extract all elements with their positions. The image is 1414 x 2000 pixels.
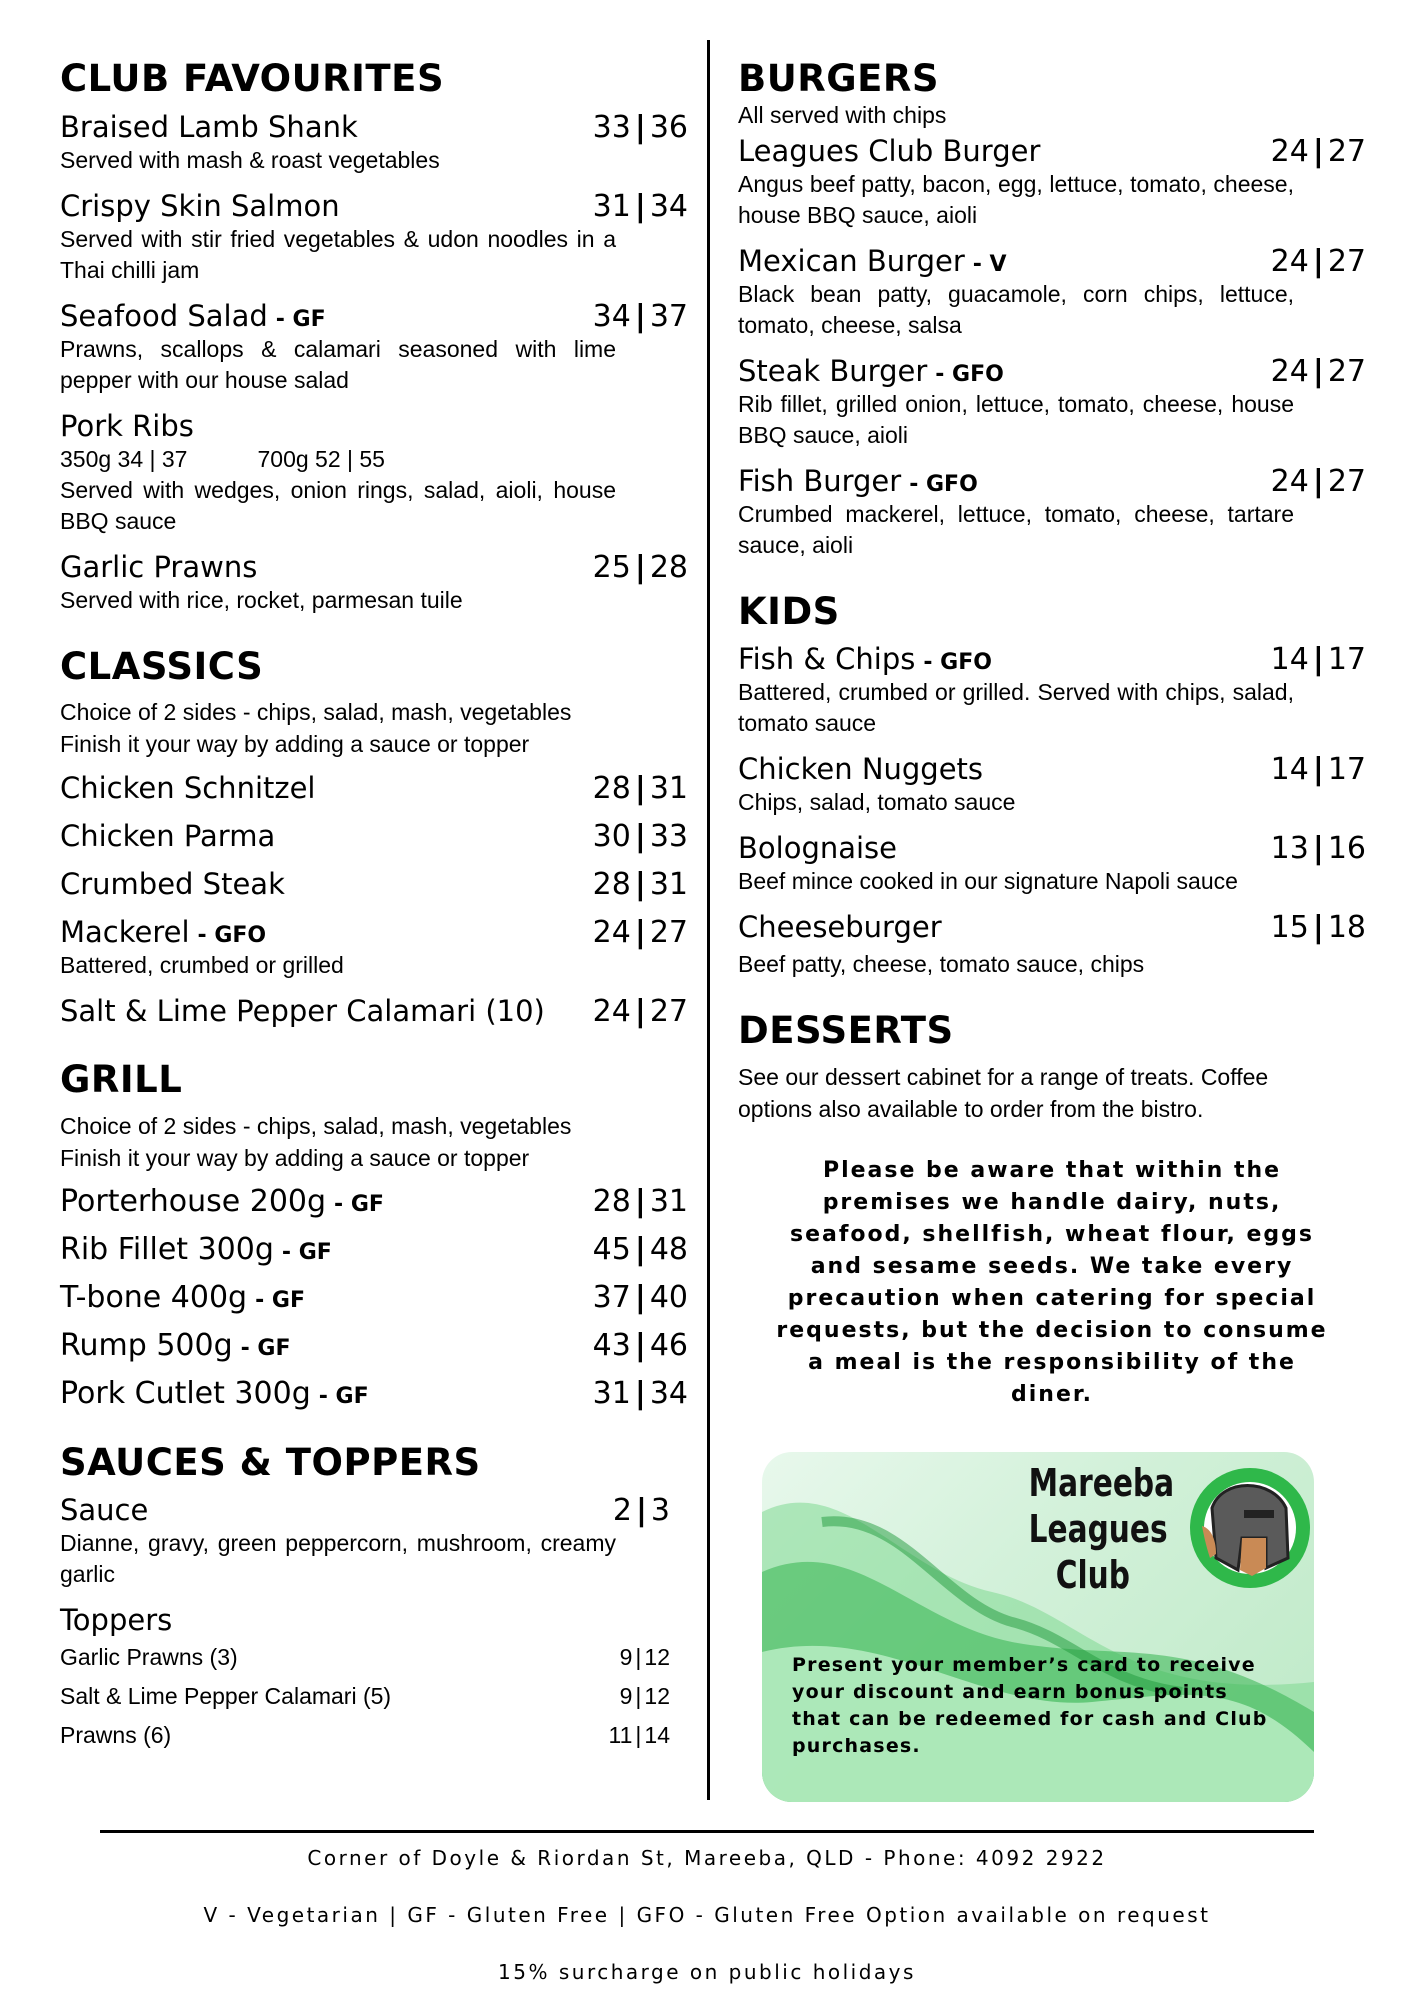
item-name: Chicken Parma — [60, 819, 276, 854]
item-name: Mackerel — [60, 915, 190, 950]
club-name: Mareeba Leagues Club — [1028, 1461, 1175, 1597]
size-price: 700g 52 | 55 — [257, 445, 385, 472]
section-description: See our dessert cabinet for a range of treats. Coffee options also available to order from the bistro. — [738, 1063, 1269, 1122]
right-column — [738, 58, 1366, 1411]
item-description: Angus beef patty, bacon, egg, lettuce, tomato, cheese, house BBQ sauce, aioli — [738, 170, 1294, 228]
item-price: 31 | 34 — [592, 1375, 688, 1411]
menu-item — [60, 914, 688, 981]
menu-item — [60, 1232, 688, 1268]
column-divider — [707, 40, 710, 1800]
member-promo-card — [762, 1452, 1314, 1802]
menu-item — [738, 133, 1366, 231]
menu-item — [60, 408, 688, 537]
item-name: Seafood Salad — [60, 298, 268, 333]
item-price: 45 | 48 — [592, 1231, 688, 1267]
menu-item — [60, 770, 688, 806]
footer-address: Corner of Doyle & Riordan St, Mareeba, QLD - Phone: 4092 2922 — [307, 1846, 1107, 1870]
item-name: Mexican Burger — [738, 243, 965, 278]
section-title: SAUCES & TOPPERS — [60, 1440, 481, 1484]
item-price: 28 | 31 — [592, 867, 688, 903]
section-description: Choice of 2 sides - chips, salad, mash, vegetables Finish it your way by adding a sauce or topper — [60, 1112, 572, 1171]
footer-surcharge: 15% surcharge on public holidays — [498, 1960, 916, 1984]
item-name: Pork Ribs — [60, 408, 194, 443]
item-description: Rib fillet, grilled onion, lettuce, tomato, cheese, house BBQ sauce, aioli — [738, 390, 1294, 448]
gladiator-helmet-icon — [1182, 1458, 1312, 1598]
item-description: Crumbed mackerel, lettuce, tomato, cheese, tartare sauce, aioli — [738, 500, 1294, 558]
menu-item — [738, 353, 1366, 451]
item-price: 31 | 34 — [592, 188, 688, 224]
section-title: CLUB FAVOURITES — [60, 57, 445, 100]
menu-item — [60, 549, 688, 616]
item-description: Prawns, scallops & calamari seasoned with lime pepper with our house salad — [60, 335, 616, 393]
item-name: Garlic Prawns — [60, 549, 258, 584]
section-club-favourites — [60, 58, 688, 616]
section-desserts — [738, 1010, 1366, 1125]
item-name: Bolognaise — [738, 831, 898, 866]
menu-item — [60, 818, 688, 854]
dietary-tag: - GFO — [197, 923, 267, 949]
menu-item — [738, 909, 1366, 980]
item-price: 15 | 18 — [1270, 910, 1366, 946]
member-card-message: Present your member’s card to receive your discount and earn bonus points that can be redeemed for cash and Club purchases. — [792, 1654, 1268, 1757]
item-price: 28 | 31 — [592, 771, 688, 807]
item-price: 25 | 28 — [592, 549, 688, 585]
item-description: Chips, salad, tomato sauce — [738, 789, 1016, 816]
menu-item — [60, 1280, 688, 1316]
item-name: Fish Burger — [738, 463, 902, 498]
section-burgers — [738, 58, 1366, 561]
item-name: Rib Fillet 300g — [60, 1231, 274, 1267]
section-title: KIDS — [738, 589, 840, 633]
item-name: Braised Lamb Shank — [60, 109, 358, 144]
item-description: Dianne, gravy, green peppercorn, mushroom, creamy garlic — [60, 1530, 616, 1588]
section-title: DESSERTS — [738, 1009, 954, 1053]
item-price: 24 | 27 — [1270, 133, 1366, 169]
item-name: Steak Burger — [738, 353, 928, 388]
item-price: 14 | 17 — [1270, 642, 1366, 678]
item-price: 37 | 40 — [592, 1279, 688, 1315]
item-price: 14 | 17 — [1270, 752, 1366, 788]
item-name: Fish & Chips — [738, 642, 916, 677]
item-name: Sauce — [60, 1493, 149, 1528]
item-name: Rump 500g — [60, 1327, 233, 1363]
section-description: Choice of 2 sides - chips, salad, mash, vegetables Finish it your way by adding a sauce or topper — [60, 699, 572, 758]
item-price: 30 | 33 — [592, 819, 688, 855]
item-price: 28 | 31 — [592, 1183, 688, 1219]
allergy-notice: Please be aware that within the premises we handle dairy, nuts, seafood, shellfish, wheat flour, eggs and sesame seeds. We take every precaution when catering for special requests, but the decision to consume a meal is the responsibility of the diner. — [776, 1157, 1328, 1407]
dietary-tag: - GF — [255, 1287, 305, 1313]
footer-divider — [100, 1830, 1314, 1833]
section-title: CLASSICS — [60, 644, 264, 688]
item-price: 43 | 46 — [592, 1327, 688, 1363]
item-description: Battered, crumbed or grilled — [60, 952, 344, 979]
item-description: Served with mash & roast vegetables — [60, 146, 440, 173]
menu-item — [60, 1328, 688, 1364]
section-classics — [60, 646, 688, 1030]
menu-item — [60, 298, 688, 396]
dietary-tag: - GF — [318, 1383, 369, 1409]
item-name: T-bone 400g — [60, 1279, 248, 1315]
menu-item — [60, 1376, 688, 1412]
item-description: Served with wedges, onion rings, salad, aioli, house BBQ sauce — [60, 476, 616, 534]
menu-item — [60, 866, 688, 902]
section-title: BURGERS — [738, 57, 940, 100]
topper-row: Garlic Prawns (3) 9 | 12 — [60, 1644, 670, 1671]
dietary-tag: - GF — [334, 1191, 384, 1217]
item-name: Chicken Schnitzel — [60, 771, 316, 806]
size-price: 350g 34 | 37 — [60, 445, 188, 472]
item-name: Pork Cutlet 300g — [60, 1375, 311, 1411]
section-grill — [60, 1059, 688, 1412]
dietary-tag: - GFO — [909, 471, 978, 497]
dietary-tag: - GFO — [923, 650, 992, 676]
topper-row: Prawns (6) 11 | 14 — [60, 1722, 670, 1749]
item-description: Battered, crumbed or grilled. Served with chips, salad, tomato sauce — [738, 679, 1294, 737]
menu-item — [738, 751, 1366, 818]
section-title: GRILL — [60, 1058, 183, 1102]
item-price: 24 | 27 — [1270, 463, 1366, 499]
item-price: 2 | 3 — [612, 1493, 670, 1529]
item-description: Black bean patty, guacamole, corn chips, lettuce, tomato, cheese, salsa — [738, 280, 1294, 338]
menu-item — [738, 641, 1366, 739]
item-name: Chicken Nuggets — [738, 752, 984, 787]
item-description: Beef patty, cheese, tomato sauce, chips — [738, 951, 1145, 978]
item-price: 24 | 27 — [592, 994, 688, 1030]
footer-dietary-legend: V - Vegetarian | GF - Gluten Free | GFO - Gluten Free Option available on request — [203, 1903, 1211, 1927]
item-name: Salt & Lime Pepper Calamari (10) — [60, 994, 545, 1029]
item-price: 24 | 27 — [1270, 353, 1366, 389]
item-name: Porterhouse 200g — [60, 1183, 327, 1219]
dietary-tag: - GF — [275, 306, 326, 332]
menu-item — [738, 243, 1366, 341]
item-price: 33 | 36 — [592, 109, 688, 145]
item-description: Beef mince cooked in our signature Napoli sauce — [738, 868, 1238, 895]
menu-item — [60, 188, 688, 286]
item-description: Served with rice, rocket, parmesan tuile — [60, 586, 463, 613]
dietary-tag: - GF — [281, 1239, 332, 1265]
menu-item — [738, 830, 1366, 897]
dietary-tag: - V — [972, 251, 1007, 277]
item-price: 13 | 16 — [1270, 831, 1366, 867]
item-description: Served with stir fried vegetables & udon noodles in a Thai chilli jam — [60, 225, 616, 283]
section-description: All served with chips — [738, 101, 947, 128]
item-name: Crispy Skin Salmon — [60, 188, 340, 223]
item-name: Cheeseburger — [738, 910, 942, 945]
menu-item — [60, 1492, 688, 1590]
menu-item — [60, 1184, 688, 1220]
dietary-tag: - GFO — [935, 361, 1004, 387]
topper-row: Salt & Lime Pepper Calamari (5) 9 | 12 — [60, 1683, 670, 1710]
dietary-tag: - GF — [240, 1335, 291, 1361]
toppers-heading: Toppers — [60, 1603, 173, 1638]
item-name: Crumbed Steak — [60, 867, 285, 902]
item-price: 24 | 27 — [1270, 243, 1366, 279]
item-price: 24 | 27 — [592, 915, 688, 951]
item-name: Leagues Club Burger — [738, 133, 1041, 168]
menu-item — [60, 993, 688, 1029]
section-sauces-toppers — [60, 1442, 688, 1756]
menu-item — [60, 109, 688, 176]
size-prices — [60, 444, 688, 475]
left-column — [60, 58, 688, 1785]
section-kids — [738, 591, 1366, 981]
item-price: 34 | 37 — [592, 298, 688, 334]
menu-item — [738, 463, 1366, 561]
